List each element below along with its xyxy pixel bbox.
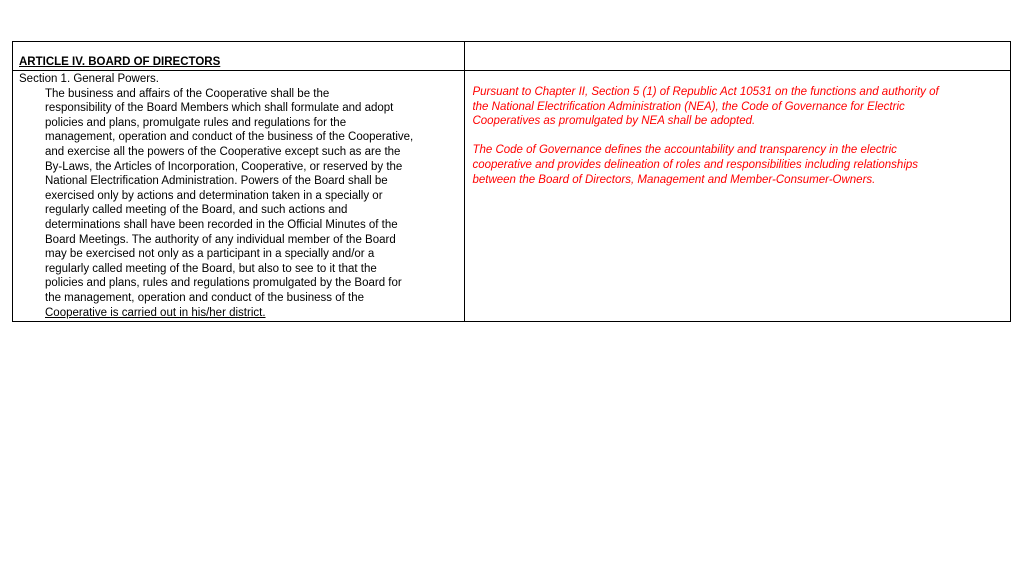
note-line: cooperative and provides delineation of roles and responsibilities including relationships (472, 158, 919, 171)
table-body-row (13, 71, 1011, 322)
section-heading: Section 1. General Powers. (19, 73, 159, 85)
section-body-line: and exercise all the powers of the Cooperative except such as are the (45, 145, 401, 158)
section-body-line: responsibility of the Board Members which shall formulate and adopt (45, 102, 394, 115)
section-body-line: National Electrification Administration. Powers of the Board shall be (45, 175, 388, 188)
section-body-line: the management, operation and conduct of the business of the (45, 291, 365, 304)
table-header-row (13, 42, 1011, 71)
section-body-line: policies and plans, rules and regulations promulgated by the Board for (45, 277, 402, 290)
section-body-line: policies and plans, promulgate rules and regulations for the (45, 116, 347, 129)
paragraph-gap (472, 129, 1004, 144)
article-title-cell (13, 42, 465, 71)
section-body-line: management, operation and conduct of the business of the Cooperative, (45, 131, 414, 144)
notes-cell (465, 71, 1011, 322)
section-body-line: regularly called meeting of the Board, but also to see to it that the (45, 262, 377, 275)
section-body-line: Cooperative is carried out in his/her district. (45, 306, 266, 319)
note-line: the National Electrification Administration (NEA), the Code of Governance for Electric (472, 100, 905, 113)
section-body-line: determinations shall have been recorded in the Official Minutes of the (45, 218, 398, 231)
empty-header-cell (465, 42, 1011, 71)
bylaw-text-cell (13, 71, 465, 322)
section-body-line: Board Meetings. The authority of any individual member of the Board (45, 233, 396, 246)
section-body-line: may be exercised not only as a participant in a specially and/or a (45, 248, 375, 261)
note-line: Pursuant to Chapter II, Section 5 (1) of Republic Act 10531 on the functions and authority of (472, 86, 939, 98)
note-line: between the Board of Directors, Management and Member-Consumer-Owners. (472, 173, 876, 186)
note-line: The Code of Governance defines the accountability and transparency in the electric (472, 144, 897, 157)
section-body-line: By-Laws, the Articles of Incorporation, Cooperative, or reserved by the (45, 160, 403, 173)
section-body-line: exercised only by actions and determination taken in a specially or (45, 189, 383, 202)
article-table (12, 41, 1011, 322)
section-body-line: The business and affairs of the Cooperative shall be the (45, 87, 330, 100)
note-line: Cooperatives as promulgated by NEA shall be adopted. (472, 115, 756, 128)
governance-notes (465, 71, 1010, 187)
section-body-line: regularly called meeting of the Board, and such actions and (45, 204, 348, 217)
section-body (19, 87, 458, 321)
article-title: ARTICLE IV. BOARD OF DIRECTORS (19, 56, 221, 68)
